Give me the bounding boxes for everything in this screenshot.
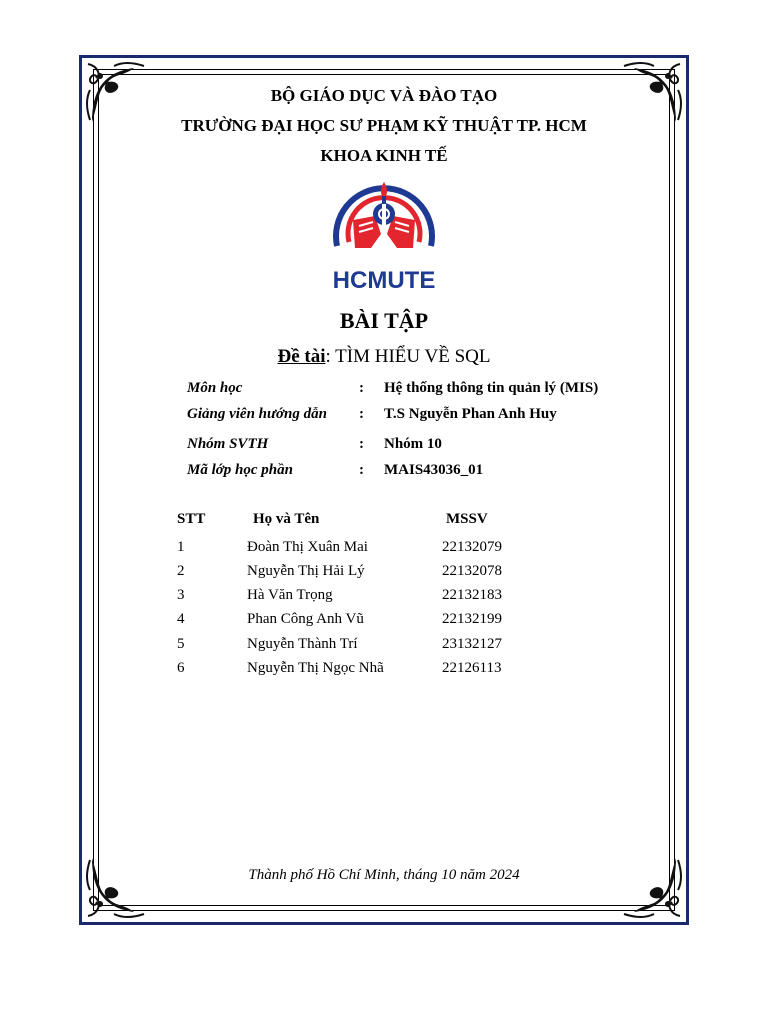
topic-line [0, 346, 768, 368]
row-index: 4 [177, 611, 185, 627]
info-value: MAIS43036_01 [384, 462, 484, 478]
table-header-stt: STT [177, 511, 206, 527]
row-student-id: 22132183 [442, 587, 502, 603]
faculty-heading: KHOA KINH TẾ [320, 146, 448, 165]
topic-label: Đề tài [277, 346, 326, 367]
row-index: 1 [177, 539, 185, 555]
table-header-mssv: MSSV [446, 511, 488, 527]
row-name: Nguyễn Thị Hải Lý [247, 563, 365, 579]
place-date-line: Thành phố Hồ Chí Minh, tháng 10 năm 2024 [248, 867, 520, 883]
row-index: 6 [177, 660, 185, 676]
topic-separator: : [325, 346, 336, 367]
info-key: Môn học [187, 380, 243, 396]
university-heading: TRƯỜNG ĐẠI HỌC SƯ PHẠM KỸ THUẬT TP. HCM [181, 116, 587, 135]
row-student-id: 23132127 [442, 636, 502, 652]
row-name: Phan Công Anh Vũ [247, 611, 364, 627]
table-header-name: Họ và Tên [253, 511, 320, 527]
info-colon: : [359, 380, 364, 396]
row-name: Nguyễn Thị Ngọc Nhã [247, 660, 384, 676]
row-student-id: 22126113 [442, 660, 502, 676]
row-index: 3 [177, 587, 185, 603]
info-key: Mã lớp học phần [187, 462, 293, 478]
info-colon: : [359, 462, 364, 478]
info-key: Giảng viên hướng dẫn [187, 406, 327, 422]
university-logo [315, 176, 453, 296]
info-colon: : [359, 406, 364, 422]
row-student-id: 22132079 [442, 539, 502, 555]
ornament-corner-bottom-left [84, 850, 154, 920]
row-student-id: 22132199 [442, 611, 502, 627]
row-index: 5 [177, 636, 185, 652]
logo-text: HCMUTE [332, 267, 436, 294]
row-name: Hà Văn Trọng [247, 587, 333, 603]
info-value: Hệ thống thông tin quản lý (MIS) [384, 380, 599, 396]
info-key: Nhóm SVTH [187, 436, 269, 452]
info-value: T.S Nguyễn Phan Anh Huy [384, 406, 557, 422]
row-index: 2 [177, 563, 185, 579]
info-value: Nhóm 10 [384, 436, 442, 452]
ministry-heading: BỘ GIÁO DỤC VÀ ĐÀO TẠO [270, 86, 498, 105]
row-student-id: 22132078 [442, 563, 502, 579]
info-colon: : [359, 436, 364, 452]
row-name: Đoàn Thị Xuân Mai [247, 539, 368, 555]
row-name: Nguyễn Thành Trí [247, 636, 358, 652]
document-title: BÀI TẬP [339, 308, 429, 333]
ornament-corner-bottom-right [614, 850, 684, 920]
topic-value: TÌM HIỂU VỀ SQL [335, 346, 491, 367]
